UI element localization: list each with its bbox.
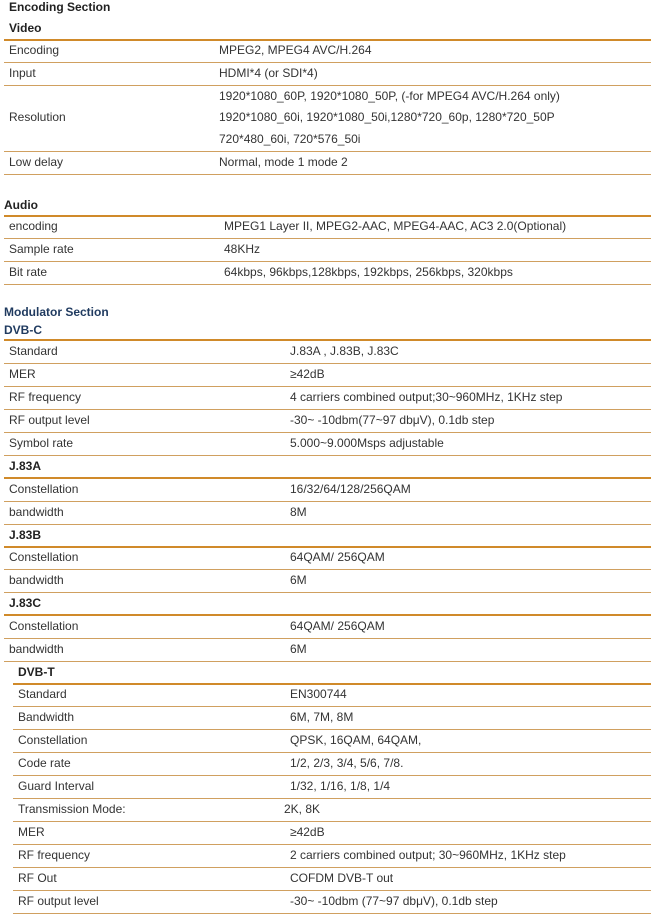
video-row-label: Resolution (9, 110, 66, 124)
dvbt-subtitle: DVB-T (18, 665, 55, 679)
divider (4, 174, 651, 175)
j83a-row-label: bandwidth (9, 505, 64, 519)
j83c-row-value: 6M (290, 642, 307, 656)
divider (4, 455, 651, 456)
dvbc-subtitle: DVB-C (4, 323, 42, 337)
divider (4, 39, 651, 41)
j83c-row-label: Constellation (9, 619, 79, 633)
divider (4, 339, 651, 341)
divider (4, 386, 651, 387)
dvbc-row-value: 4 carriers combined output;30~960MHz, 1KHz step (290, 390, 563, 404)
j83b-subtitle: J.83B (9, 528, 42, 542)
dvbc-row-label: RF output level (9, 413, 90, 427)
divider (13, 913, 651, 914)
divider (13, 867, 651, 868)
dvbt-row-label: MER (18, 825, 45, 839)
divider (4, 546, 651, 548)
divider (13, 775, 651, 776)
j83c-subtitle: J.83C (9, 596, 42, 610)
dvbt-row-value: EN300744 (290, 687, 347, 701)
divider (4, 238, 651, 239)
video-row-label: Low delay (9, 155, 64, 169)
video-row-label: Input (9, 66, 36, 80)
dvbt-row-value: COFDM DVB-T out (290, 871, 394, 885)
video-row-value: Normal, mode 1 mode 2 (219, 155, 348, 169)
divider (4, 638, 651, 639)
dvbt-row-label: RF frequency (18, 848, 91, 862)
dvbt-row-label: Constellation (18, 733, 88, 747)
dvbc-row-label: RF frequency (9, 390, 82, 404)
dvbt-row-label: Guard Interval (18, 779, 95, 793)
divider (4, 261, 651, 262)
divider (4, 409, 651, 410)
j83b-row-label: Constellation (9, 550, 79, 564)
j83b-row-label: bandwidth (9, 573, 64, 587)
j83b-row-value: 6M (290, 573, 307, 587)
dvbt-row-value: -30~ -10dbm (77~97 dbμV), 0.1db step (290, 894, 498, 908)
dvbt-row-label: RF output level (18, 894, 99, 908)
audio-subtitle: Audio (4, 198, 38, 212)
dvbc-row-value: -30~ -10dbm(77~97 dbμV), 0.1db step (290, 413, 495, 427)
j83b-row-value: 64QAM/ 256QAM (290, 550, 385, 564)
divider (4, 62, 651, 63)
divider (4, 661, 651, 662)
dvbt-row-value: 6M, 7M, 8M (290, 710, 354, 724)
dvbt-row-value: 1/2, 2/3, 3/4, 5/6, 7/8. (290, 756, 404, 770)
divider (4, 363, 651, 364)
resolution-line-3: 720*480_60i, 720*576_50i (219, 132, 361, 146)
divider (13, 752, 651, 753)
j83a-row-value: 16/32/64/128/256QAM (290, 482, 411, 496)
resolution-line-2: 1920*1080_60i, 1920*1080_50i,1280*720_60p, 1280*720_50P (219, 110, 555, 124)
dvbt-row-label: Transmission Mode: (18, 802, 126, 816)
audio-row-label: Bit rate (9, 265, 48, 279)
divider (4, 501, 651, 502)
divider (4, 614, 651, 616)
divider (4, 151, 651, 152)
dvbc-row-label: Symbol rate (9, 436, 74, 450)
dvbt-row-label: Standard (18, 687, 67, 701)
dvbc-row-value: 5.000~9.000Msps adjustable (290, 436, 444, 450)
divider (4, 592, 651, 593)
dvbt-row-value: 2 carriers combined output; 30~960MHz, 1KHz step (290, 848, 566, 862)
dvbc-row-label: Standard (9, 344, 58, 358)
dvbt-row-value: QPSK, 16QAM, 64QAM, (290, 733, 422, 747)
divider (4, 477, 651, 479)
divider (4, 524, 651, 525)
modulator-section-title: Modulator Section (4, 305, 109, 319)
video-row-label: Encoding (9, 43, 60, 57)
dvbt-row-value: 1/32, 1/16, 1/8, 1/4 (290, 779, 391, 793)
dvbt-row-value: 2K, 8K (284, 802, 321, 816)
divider (4, 284, 651, 285)
video-row-value: HDMI*4 (or SDI*4) (219, 66, 318, 80)
audio-row-value: 48KHz (224, 242, 261, 256)
divider (13, 798, 651, 799)
dvbt-row-value: ≥42dB (290, 825, 325, 839)
dvbt-row-label: RF Out (18, 871, 57, 885)
divider (4, 215, 651, 217)
j83c-row-value: 64QAM/ 256QAM (290, 619, 385, 633)
dvbt-row-label: Code rate (18, 756, 71, 770)
j83a-subtitle: J.83A (9, 459, 42, 473)
audio-row-label: encoding (9, 219, 58, 233)
j83a-row-value: 8M (290, 505, 307, 519)
dvbt-row-label: Bandwidth (18, 710, 75, 724)
divider (13, 729, 651, 730)
divider (4, 432, 651, 433)
divider (13, 706, 651, 707)
divider (13, 821, 651, 822)
divider (4, 569, 651, 570)
dvbc-row-value: J.83A , J.83B, J.83C (290, 344, 399, 358)
divider (4, 85, 651, 86)
audio-row-value: 64kbps, 96kbps,128kbps, 192kbps, 256kbps, 320kbps (224, 265, 513, 279)
audio-row-value: MPEG1 Layer II, MPEG2-AAC, MPEG4-AAC, AC3 2.0(Optional) (224, 219, 567, 233)
audio-row-label: Sample rate (9, 242, 74, 256)
video-subtitle: Video (9, 21, 42, 35)
divider (13, 844, 651, 845)
j83c-row-label: bandwidth (9, 642, 64, 656)
video-row-value: MPEG2, MPEG4 AVC/H.264 (219, 43, 372, 57)
divider (13, 683, 651, 685)
j83a-row-label: Constellation (9, 482, 79, 496)
encoding-section-title: Encoding Section (9, 0, 111, 14)
divider (13, 890, 651, 891)
resolution-line-1: 1920*1080_60P, 1920*1080_50P, (-for MPEG4 AVC/H.264 only) (219, 89, 560, 103)
dvbc-row-value: ≥42dB (290, 367, 325, 381)
dvbc-row-label: MER (9, 367, 36, 381)
